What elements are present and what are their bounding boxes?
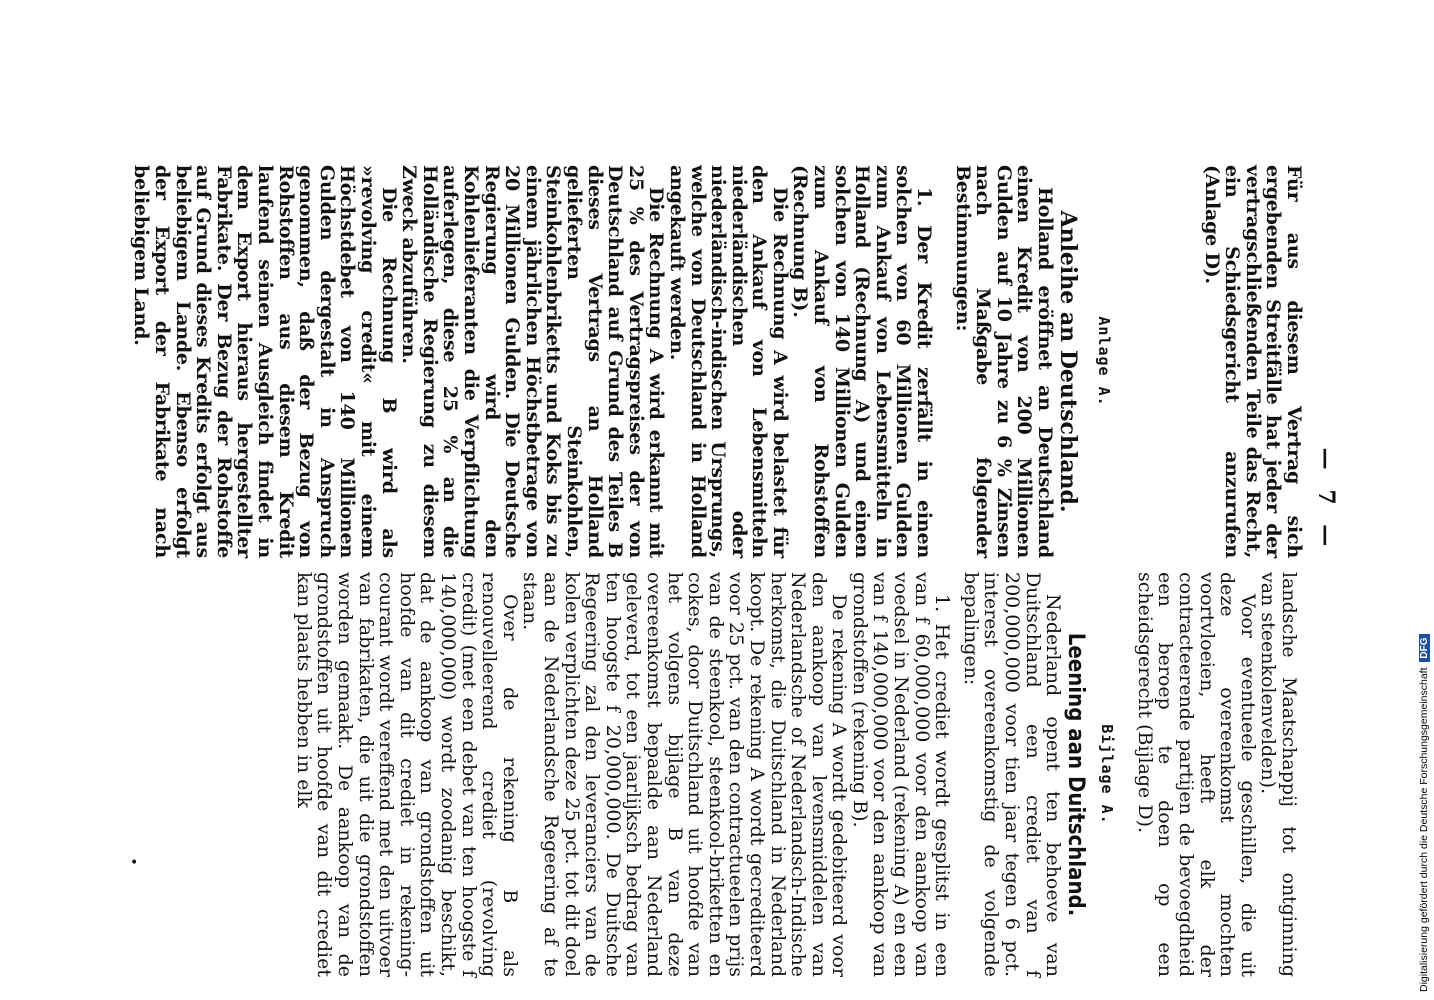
paragraph: De rekening A wordt gedebiteerd voor den aankoop van levensmiddelen van Nederlandsche of Nederlandsch-Indische herkomst, die Duitschland in Nederland koopt. De rekening A wordt gecrediteerd voor 25 pct. van den contractueelen prijs van de steenkool, steenkool-briketten en cokes, door Duitschland uit hoofde van het volgens bijlage B van deze overeenkomst bepaalde aan Nederland geleverd, tot een jaarlijksch bedrag van ten hoogste f 20,000,000. De Duitsche Regeering zal den leveranciers van de kolen verplichten deze 25 pct. tot dit doel aan de Nederlandsche Regeering af te staan. — [519, 572, 851, 977]
section-heading: Anleihe an Deutschland. — [1055, 210, 1082, 513]
funding-note-line — [1418, 8, 1434, 992]
page-number: — 7 — — [1313, 447, 1339, 553]
section-heading: Leening aan Duitschland. — [1063, 632, 1089, 917]
paragraph: Nederland opent ten behoeve van Duitschland een crediet van f 200,000,000 voor tien jaar tegen 6 pct. interest overeenkomstig de volgende bepalingen: — [959, 572, 1065, 977]
german-column — [131, 165, 1304, 558]
annex-label: Bijlage A. — [1098, 724, 1117, 825]
paragraph: landsche Maatschappij tot ontginning van steenkolenvelden). — [1257, 572, 1300, 977]
paragraph: Die Rechnung B wird als »revolving credit« mit einem Höchstdebet von 140 Millionen Gulden dergestalt in Anspruch genommen, daß der Bezug von Rohstoffen aus diesem Kredit laufend seinen Ausgleich findet in dem Export hieraus hergestellter Fabrikate. Der Bezug der Rohstoffe auf Grund dieses Kredits erfolgt aus beliebigem Lande. Ebenso erfolgt der Export der Fabrikate nach beliebigem Land. — [130, 165, 400, 558]
paragraph: Over de rekening B als renouvelleerend crediet (revolving credit) (met een debet van ten hoogste f 140,000,000) wordt zoodanig beschikt, dat de aankoop van grondstoffen uit hoofde van dit crediet in rekening-courant wordt vereffend met den uitvoer van fabrikaten, die uit die grondstoffen worden gemaakt. De aankoop van de grondstoffen uit hoofde van dit crediet kan plaats hebben in elk — [292, 572, 521, 977]
paragraph: Die Rechnung A wird erkannt mit 25 % des Vertragspreises der von Deutschland auf Grund des Teiles B dieses Vertrags an Holland gelieferten Steinkohlen, Steinkohlenbriketts und Koks bis zu einem jährlichen Höchstbetrage von 20 Millionen Gulden. Die Deutsche Regierung wird den Kohlenlieferanten die Verpflichtung auferlegen, diese 25 % an die Holländische Regierung zu diesem Zweck abzuführen. — [398, 165, 668, 558]
paragraph: Voor eventueele geschillen, die uit deze overeenkomst mochten voortvloeien, heeft elk der contracteerende partijen de bevoegdheid een beroep te doen op een scheidsgerecht (Bijlage D). — [1133, 572, 1259, 977]
german-intro — [1201, 165, 1304, 558]
funding-note: Digitalisierung gefördert durch die Deutsche Forschungsgemeinschaft — [1418, 667, 1430, 992]
funding-sidebar — [1418, 8, 1434, 992]
paragraph: 1. Der Kredit zerfällt in einen solchen von 60 Millionen Gulden zum Ankauf von Lebensmitteln in Holland (Rechnung A) und einen solchen von 140 Millionen Gulden zum Ankauf von Rohstoffen (Rechnung B). — [789, 165, 936, 558]
german-body — [131, 165, 1055, 558]
paragraph: Die Rechnung A wird belastet für den Ankauf von Lebensmitteln niederländischen oder niederländisch-indischen Ursprungs, welche von Deutschland in Holland angekauft werden. — [665, 165, 791, 558]
paragraph: Für aus diesem Vertrag sich ergebenden Streitfälle hat jeder der vertragschließenden Teile das Recht, ein Schiedsgericht anzurufen (Anlage D). — [1200, 165, 1305, 558]
dfg-logo: DFG — [1419, 634, 1430, 661]
paragraph: Holland eröffnet an Deutschland einen Kredit von 200 Millionen Gulden auf 10 Jahre zu 6 % Zinsen nach Maßgabe folgender Bestimmungen: — [951, 165, 1057, 558]
scan-speck: • — [130, 855, 139, 871]
paragraph: 1. Het crediet wordt gesplitst in een van f 60,000,000 voor den aankoop van voedsel in Nederland (rekening A) en een van f 140,000,000 voor den aankoop van grondstoffen (rekening B). — [848, 572, 954, 977]
annex-label: Anlage A. — [1095, 316, 1114, 407]
dutch-column — [293, 572, 1299, 977]
